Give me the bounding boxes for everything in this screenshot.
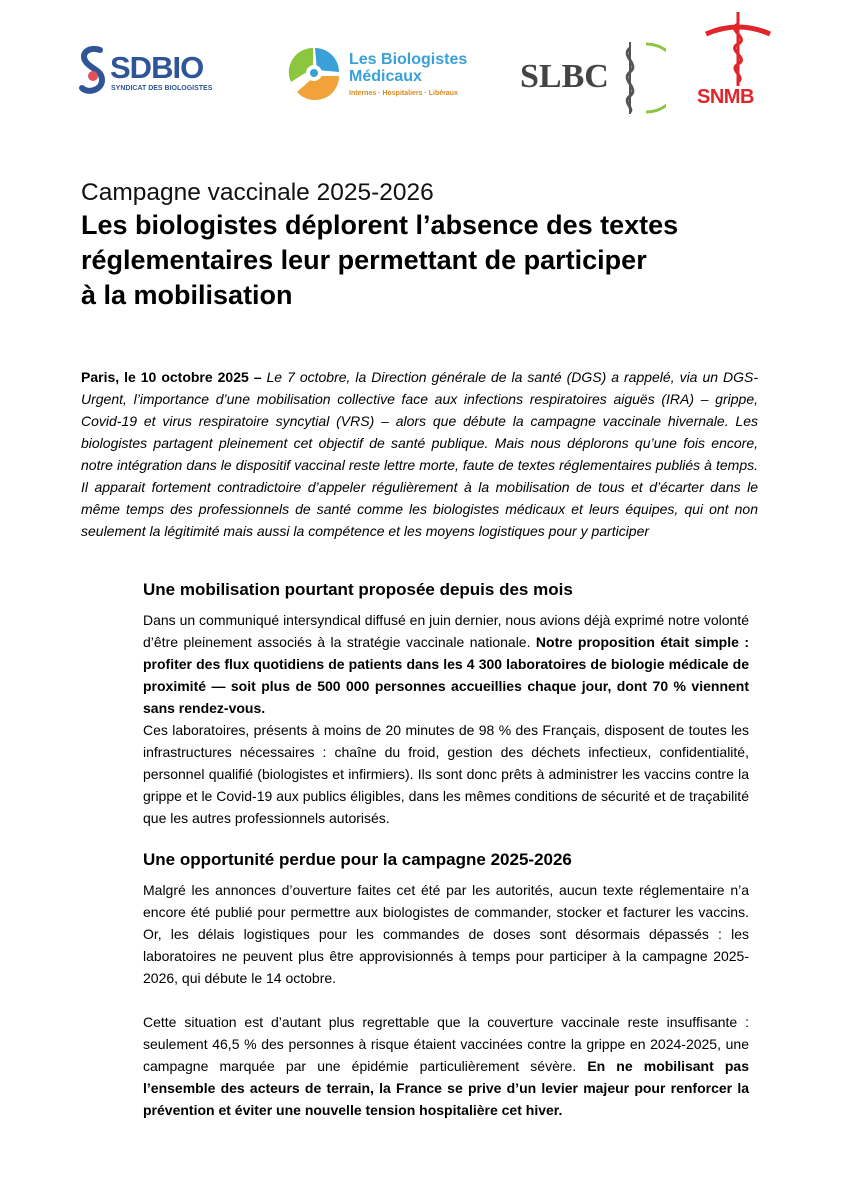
paragraph-text: Dans un communiqué intersyndical diffusé en juin dernier, nous avions déjà exprimé notre volonté d’être pleinement associés à la stratégie vaccinale nationale. [143,612,749,650]
biologistes-medicaux-subtitle: Internes · Hospitaliers · Libéraux [349,90,458,97]
section-mobilisation [143,579,749,829]
campaign-kicker: Campagne vaccinale 2025-2026 [81,179,434,206]
section-paragraph: Malgré les annonces d’ouverture faites cet été par les autorités, aucun texte réglementaire n’a encore été publié pour permettre aux biologistes de commander, stocker et facturer les vaccins. Or, les délais logistiques pour les commandes de doses sont désormais dépassés : les laboratoires ne peuvent plus être approvisionnés à temps pour participer à la campagne 2025-2026, qui débute le 14 octobre. [143,882,749,986]
biologistes-medicaux-icon [283,42,345,104]
paragraph-bold-text: En ne mobilisant pas l’ensemble des acteurs de terrain, la France se prive d’un levier majeur pour renforcer la prévention et éviter une nouvelle tension hospitalière cet hiver. [143,1058,749,1118]
paragraph-text: Cette situation est d’autant plus regrettable que la couverture vaccinale reste insuffisante : seulement 46,5 % des personnes à risque étaient vaccinées contre la grippe en 2024-2025, une campagne marquée par une épidémie particulièrement sévère. [143,1014,749,1074]
biologistes-medicaux-name-line1: Les Biologistes [349,51,468,68]
snmb-icon [696,10,780,88]
title-line: à la mobilisation [81,280,293,310]
caduceus-icon [606,38,666,118]
slbc-logo [518,38,668,118]
section-paragraph: Ces laboratoires, présents à moins de 20 minutes de 98 % des Français, disposent de toutes les infrastructures nécessaires : chaîne du froid, gestion des déchets infectieux, confidentialité, personnel qualifié (biologistes et infirmiers). Ils sont donc prêts à administrer les vaccins contre la grippe et le Covid-19 aux publics éligibles, dans les mêmes conditions de sécurité et de traçabilité que les autres professionnels autorisés. [143,722,749,826]
title-line: réglementaires leur permettant de participer [81,245,647,275]
dateline: Paris, le 10 octobre 2025 – [81,369,262,385]
sdbio-icon [78,44,108,96]
logo-bar [0,0,849,140]
lead-body: Le 7 octobre, la Direction générale de la santé (DGS) a rappelé, via un DGS-Urgent, l’importance d’une mobilisation collective face aux infections respiratoires aiguës (IRA) – grippe, Covid-19 et virus respiratoire syncytial (VRS) – alors que débute la campagne vaccinale hivernale. Les biologistes partagent pleinement cet objectif de santé publique. Mais nous déplorons qu’une fois encore, notre intégration dans le dispositif vaccinal reste lettre morte, faute de textes réglementaires publiés à temps. Il apparait fortement contradictoire d’appeler régulièrement à la mobilisation de tous et d’écarter dans le même temps des professionnels de santé comme les biologistes médicaux et leurs équipes, qui ont non seulement la légitimité mais aussi la compétence et les moyens logistiques pour y participer [81,369,758,539]
section-paragraph [143,609,749,719]
snmb-name: SNMB [697,86,754,108]
sdbio-logo [78,44,218,98]
biologistes-medicaux-name [349,51,467,85]
title-line: Les biologistes déplorent l’absence des textes [81,210,679,240]
biologistes-medicaux-logo [283,42,483,106]
paragraph-bold-text: Notre proposition était simple : profiter des flux quotidiens de patients dans les 4 300 laboratoires de biologie médicale de proximité — soit plus de 500 000 personnes accueillies chaque jour, dont 70 % viennent sans rendez-vous. [143,634,750,716]
snmb-logo [696,10,780,120]
section-paragraph [143,1011,749,1121]
press-release-heading [81,178,761,313]
lead-paragraph [81,366,758,542]
sdbio-subtitle: SYNDICAT DES BIOLOGISTES [111,85,213,92]
page-title [81,208,761,313]
slbc-name: SLBC [520,58,609,95]
section-opportunite [143,849,749,1121]
section-title: Une mobilisation pourtant proposée depuis des mois [143,580,573,599]
sdbio-name: SDBIO [110,50,204,85]
section-title: Une opportunité perdue pour la campagne 2025-2026 [143,850,572,869]
biologistes-medicaux-name-line2: Médicaux [349,68,422,85]
